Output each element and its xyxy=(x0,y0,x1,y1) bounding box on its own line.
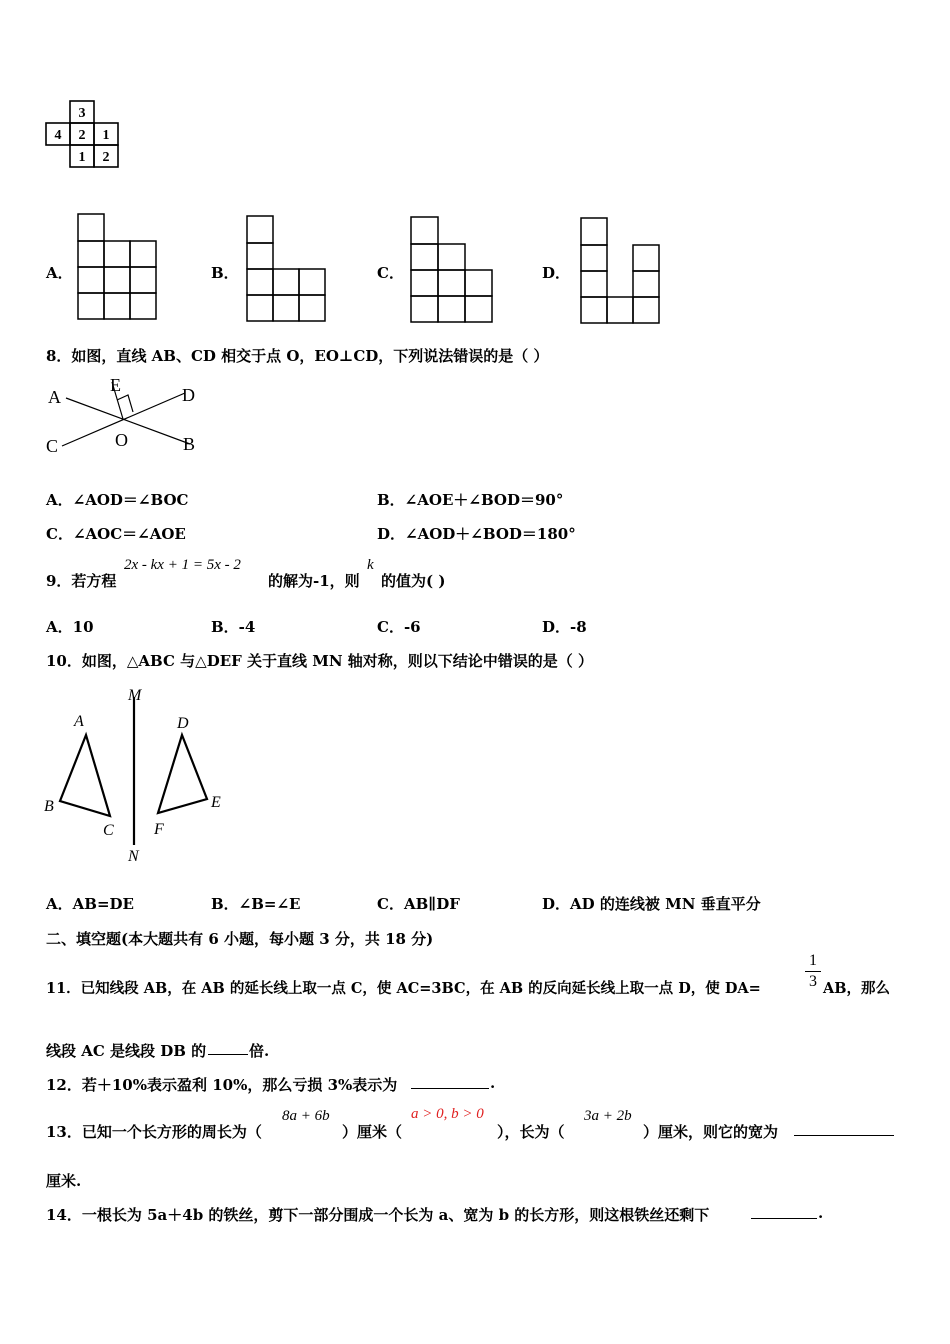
q9-option-c[interactable]: C．-6 xyxy=(377,618,421,636)
q9-option-a[interactable]: A．10 xyxy=(46,618,94,636)
q8-stem: 8．如图，直线 AB、CD 相交于点 O，EO⊥CD，下列说法错误的是（ ） xyxy=(46,347,549,365)
q10-option-d[interactable]: D．AD 的连线被 MN 垂直平分 xyxy=(542,895,761,913)
q13-prefix: 13．已知一个长方形的周长为（ xyxy=(46,1123,262,1141)
q8-label-e: E xyxy=(110,375,121,395)
q11-line2-end: 倍. xyxy=(249,1042,270,1060)
q14-end: . xyxy=(818,1204,824,1222)
q10-label-b: B xyxy=(44,798,54,815)
q11-line2: 线段 AC 是线段 DB 的 xyxy=(46,1042,207,1060)
q7-option-d-label[interactable]: D． xyxy=(542,264,571,282)
q8-option-c[interactable]: C．∠AOC＝∠AOE xyxy=(46,525,186,543)
q8-option-b[interactable]: B．∠AOE＋∠BOD＝90° xyxy=(377,491,564,509)
q10-label-f: F xyxy=(154,821,164,838)
q8-label-a: A xyxy=(48,387,61,407)
q13-length-expr: 3a + 2b xyxy=(584,1108,632,1124)
q7-option-c-label[interactable]: C． xyxy=(377,264,404,282)
q11-fraction xyxy=(805,952,821,991)
net-cell-top: 3 xyxy=(78,106,86,121)
q10-label-a: A xyxy=(74,713,84,730)
q7-option-d-figure xyxy=(579,216,665,326)
q12-end: . xyxy=(490,1074,496,1092)
q9-variable: k xyxy=(367,557,374,573)
q9-equation: 2x - kx + 1 = 5x - 2 xyxy=(124,557,241,573)
q9-option-b[interactable]: B．-4 xyxy=(211,618,256,636)
q10-stem: 10．如图，△ABC 与△DEF 关于直线 MN 轴对称，则以下结论中错误的是（ ） xyxy=(46,652,593,670)
q8-label-d: D xyxy=(182,385,195,405)
q7-option-b-label[interactable]: B． xyxy=(211,264,239,282)
q10-label-n: N xyxy=(128,848,139,865)
net-cell-bottom-left: 1 xyxy=(78,150,86,165)
q8-label-o: O xyxy=(115,430,128,450)
q7-option-a-figure xyxy=(76,212,160,322)
q13-line2: 厘米. xyxy=(46,1172,82,1190)
cube-net-figure xyxy=(44,98,126,172)
q9-prefix: 9．若方程 xyxy=(46,572,117,590)
q10-label-m: M xyxy=(128,687,142,704)
net-cell-center: 2 xyxy=(78,128,86,143)
q8-figure xyxy=(40,370,220,460)
q13-mid2: ），长为（ xyxy=(497,1123,565,1141)
q9-suffix: 的值为( ) xyxy=(381,572,446,590)
q14-answer-blank[interactable] xyxy=(751,1204,817,1219)
net-cell-bottom-right: 2 xyxy=(102,150,110,165)
q13-mid3: ）厘米，则它的宽为 xyxy=(643,1123,779,1141)
q10-label-e: E xyxy=(211,794,221,811)
q10-label-c: C xyxy=(103,822,114,839)
q10-option-a[interactable]: A．AB=DE xyxy=(46,895,134,913)
q10-option-b[interactable]: B．∠B=∠E xyxy=(211,895,301,913)
q11-answer-blank[interactable] xyxy=(208,1040,248,1055)
q9-option-d[interactable]: D．-8 xyxy=(542,618,587,636)
q7-option-b-figure xyxy=(245,214,329,324)
q12-text: 12．若＋10%表示盈利 10%，那么亏损 3%表示为 xyxy=(46,1076,398,1094)
q13-mid1: ）厘米（ xyxy=(342,1123,403,1141)
net-cell-left: 4 xyxy=(54,128,62,143)
q12-answer-blank[interactable] xyxy=(411,1074,489,1089)
q7-option-c-figure xyxy=(409,215,495,325)
q8-label-b: B xyxy=(183,434,196,454)
q10-option-c[interactable]: C．AB∥DF xyxy=(377,895,460,913)
q13-condition: a > 0, b > 0 xyxy=(411,1106,484,1122)
q13-answer-blank[interactable] xyxy=(794,1121,894,1136)
section-2-heading: 二、填空题(本大题共有 6 小题，每小题 3 分，共 18 分) xyxy=(46,930,434,948)
q11-line1-end: AB，那么 xyxy=(823,980,891,997)
q11-frac-numerator: 1 xyxy=(809,952,817,969)
q8-option-a[interactable]: A．∠AOD＝∠BOC xyxy=(46,491,189,509)
q7-option-a-label[interactable]: A． xyxy=(46,264,73,282)
q10-label-d: D xyxy=(177,715,189,732)
q14-text: 14．一根长为 5a＋4b 的铁丝，剪下一部分围成一个长为 a、宽为 b 的长方形，则这根铁丝还剩下 xyxy=(46,1206,710,1224)
q11-frac-denominator: 3 xyxy=(809,973,817,990)
net-cell-right: 1 xyxy=(102,128,110,143)
q13-perimeter-expr: 8a + 6b xyxy=(282,1108,330,1124)
q10-figure xyxy=(40,683,240,868)
q8-option-d[interactable]: D．∠AOD＋∠BOD＝180° xyxy=(377,525,576,543)
q11-line1: 11．已知线段 AB，在 AB 的延长线上取一点 C，使 AC=3BC，在 AB 的反向延长线上取一点 D，使 DA= xyxy=(46,980,761,997)
q9-middle: 的解为-1，则 xyxy=(268,572,360,590)
q8-label-c: C xyxy=(46,436,59,456)
